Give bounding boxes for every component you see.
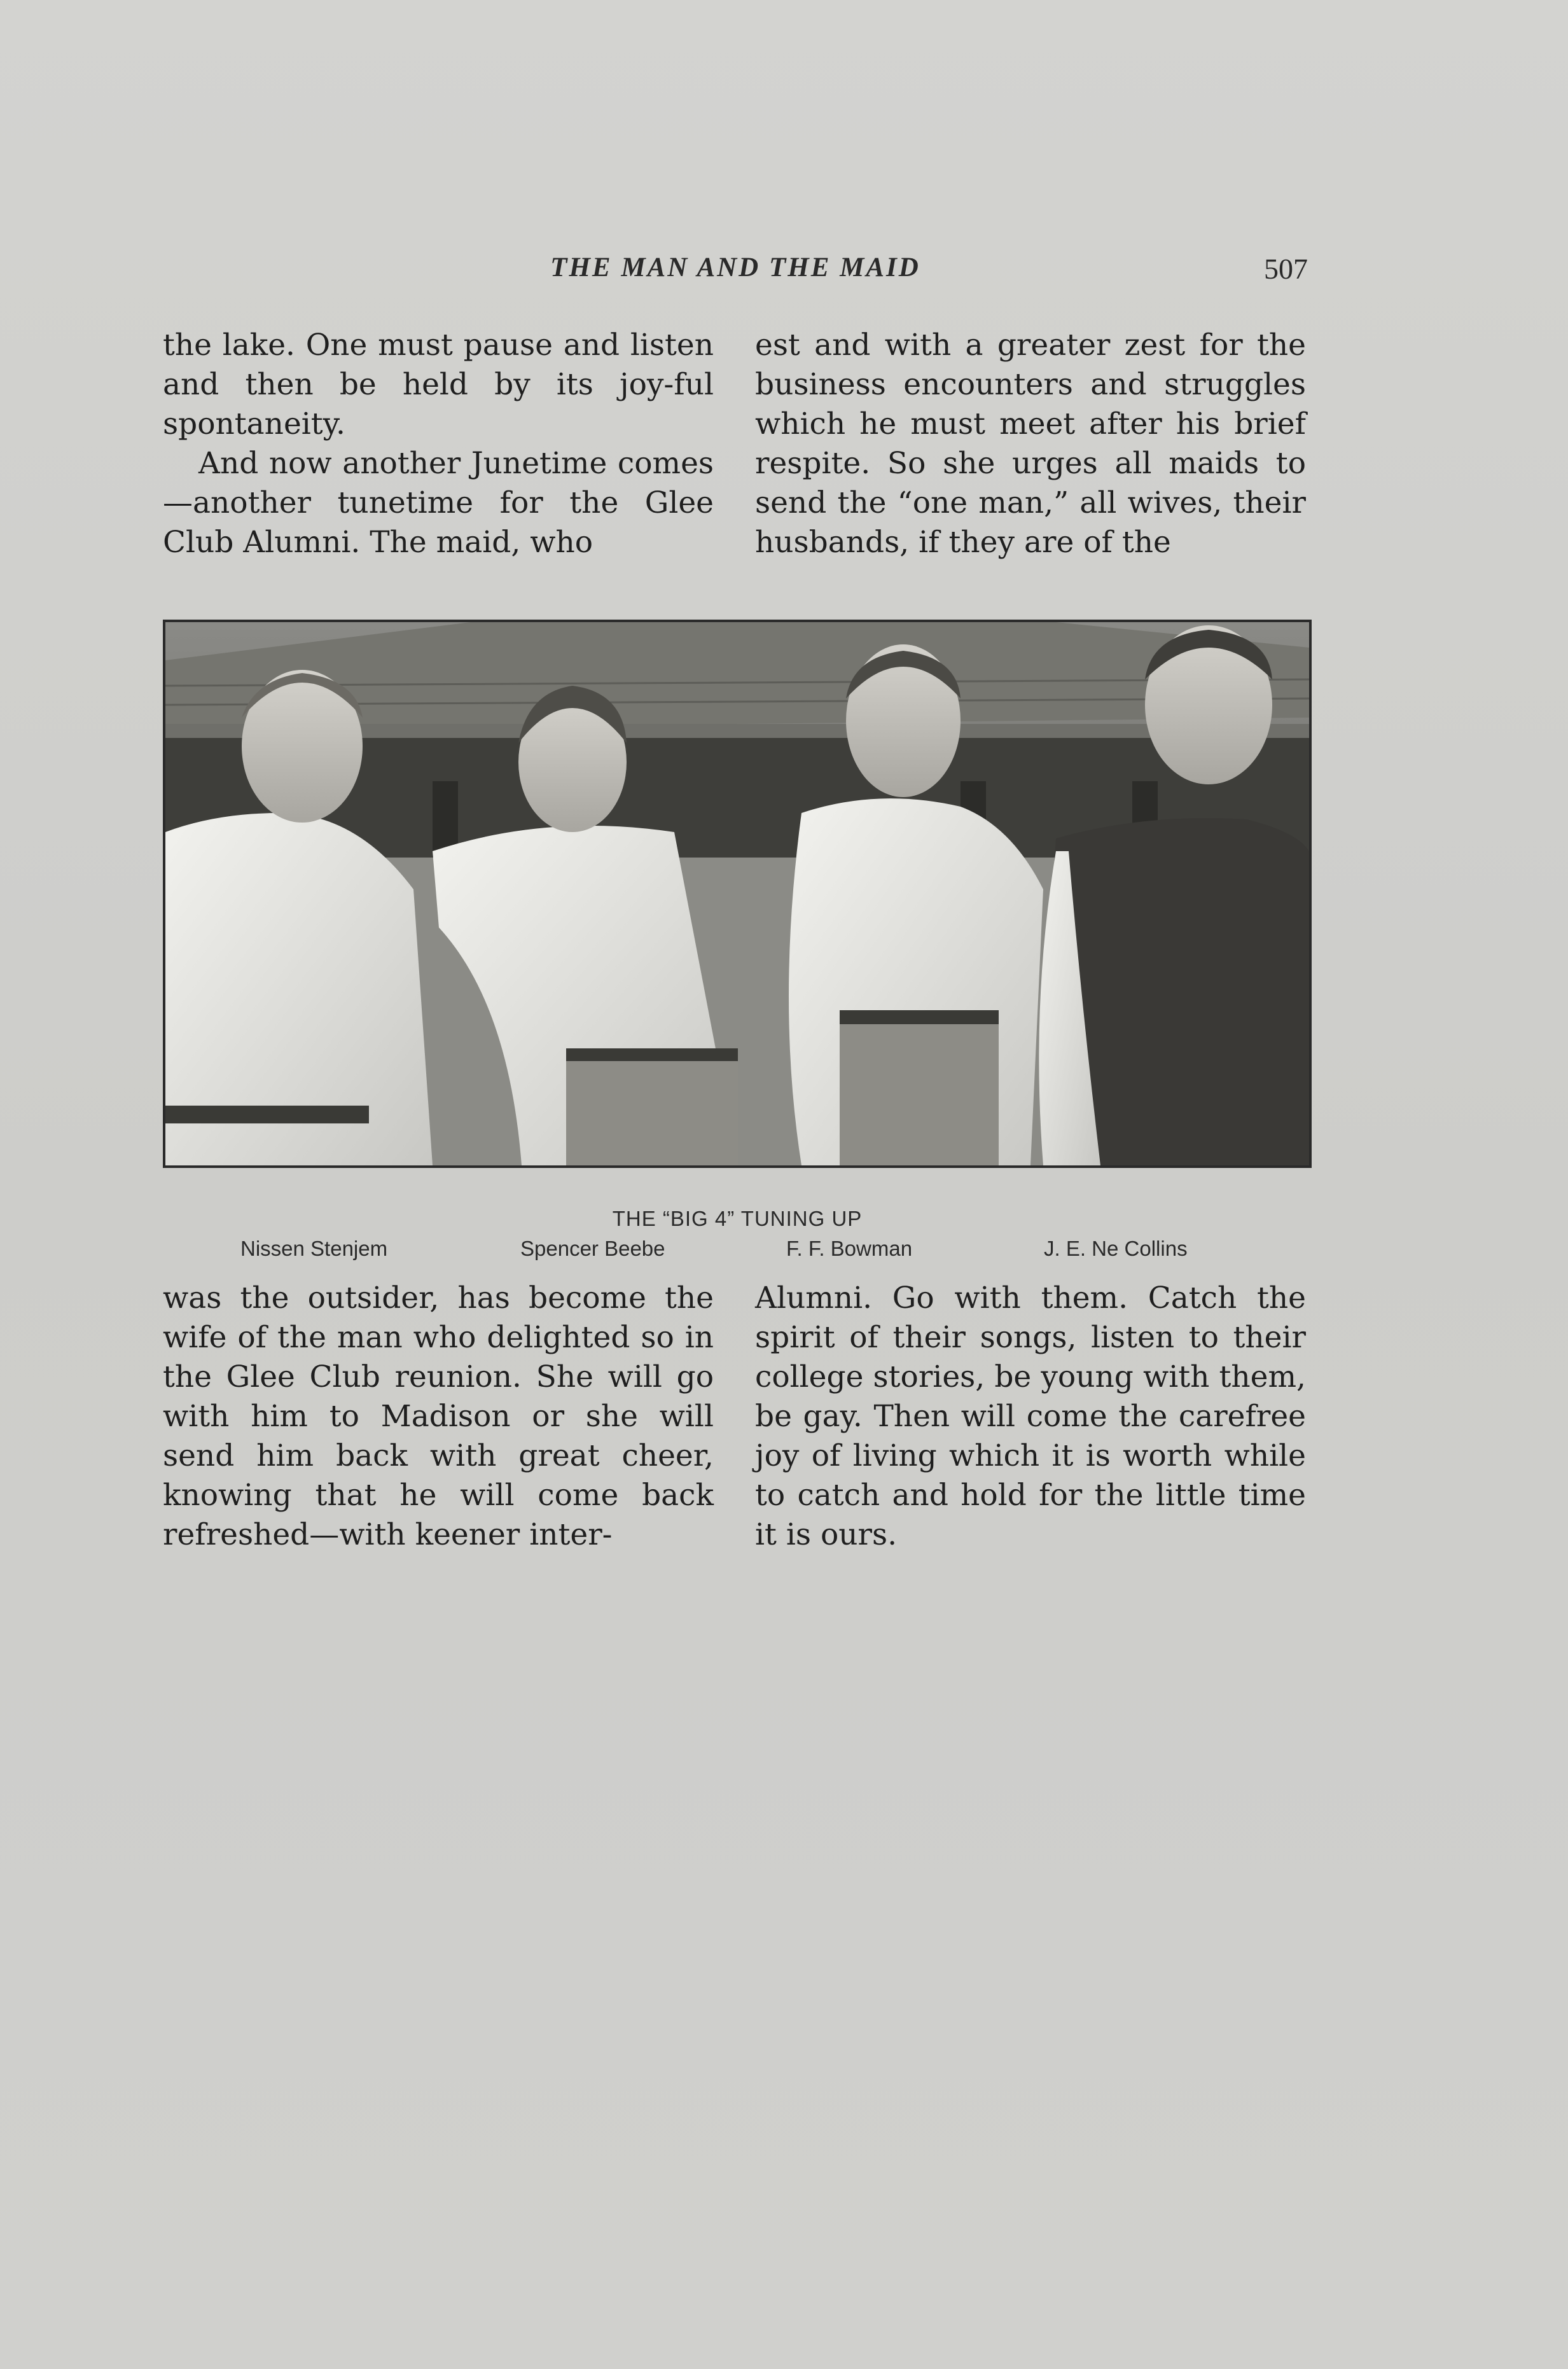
paragraph: Alumni. Go with them. Catch the spirit of their songs, listen to their college stories, be young with them, be gay. Then will come the carefree joy of living which it is worth while to catch and hold for the little time it is ours. [755,1281,1306,1552]
text-column-top-right [755,326,1306,562]
running-header [163,252,1308,290]
paragraph: est and with a greater zest for the business encounters and struggles which he must meet after his brief respite. So she urges all maids to send the “one man,” all wives, their husbands, if they are of the [755,328,1306,560]
paragraph: was the outsider, has become the wife of the man who delighted so in the Glee Club reunion. She will go with him to Madison or she will send him back with great cheer, knowing that he will come back refreshed—with keener inter- [163,1281,714,1552]
page-number: 507 [1264,253,1308,285]
running-title: THE MAN AND THE MAID [550,253,920,282]
group-photograph [163,620,1312,1168]
paragraph: the lake. One must pause and listen and then be held by its joy-ful spontaneity. [163,328,714,441]
text-column-top-left [163,326,714,562]
text-column-bottom-left [163,1279,714,1555]
photo-caption-name: Spencer Beebe [520,1237,665,1260]
photo-illustration [165,622,1309,1165]
photo-caption-name: J. E. Ne Collins [1044,1237,1188,1260]
text-column-bottom-right [755,1279,1306,1555]
photo-caption-name: Nissen Stenjem [240,1237,388,1260]
photo-caption-title: THE “BIG 4” TUNING UP [612,1207,863,1230]
paragraph: And now another Junetime comes—another tunetime for the Glee Club Alumni. The maid, who [163,446,714,560]
photo-caption-name: F. F. Bowman [786,1237,913,1260]
